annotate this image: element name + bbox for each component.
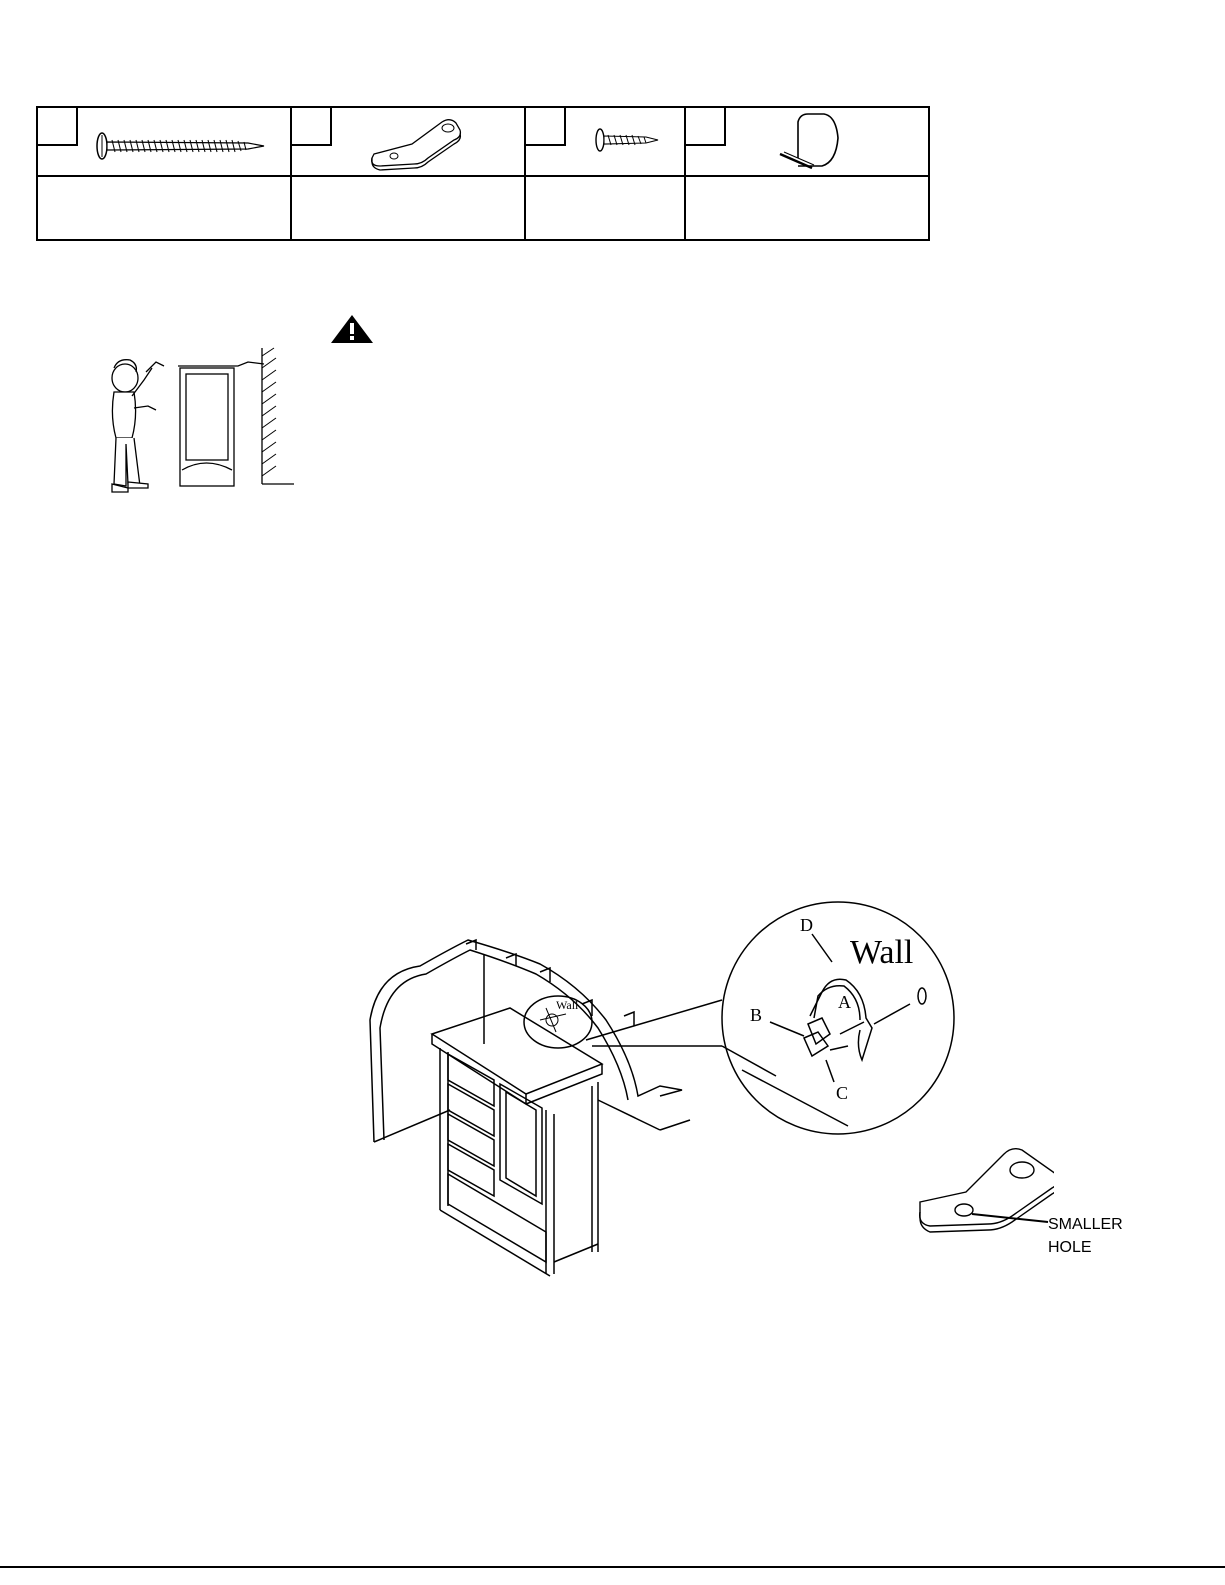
callout-a: A: [838, 992, 851, 1012]
callout-c: C: [836, 1083, 849, 1103]
hardware-letter: [526, 108, 566, 146]
hardware-letter: [292, 108, 332, 146]
callout-b: B: [750, 1005, 763, 1025]
long-screw-icon: [78, 108, 290, 175]
callout-d: D: [800, 915, 813, 935]
hardware-description: [38, 177, 290, 239]
child-climbing-warning-illustration: [98, 346, 298, 498]
hardware-cell-2: [292, 108, 526, 239]
smaller-hole-line2: HOLE: [1048, 1239, 1092, 1256]
smaller-hole-line1: SMALLER: [1048, 1216, 1123, 1233]
smaller-hole-note: [1048, 1213, 1123, 1259]
short-screw-icon: [566, 108, 684, 175]
hardware-description: [526, 177, 684, 239]
bottom-rule: [0, 1566, 1225, 1568]
hardware-cell-1: [38, 108, 292, 239]
hardware-description: [686, 177, 928, 239]
hardware-description: [292, 177, 524, 239]
hardware-cell-4: [686, 108, 928, 239]
wall-label-large: Wall: [850, 934, 914, 971]
tie-strap-icon: [726, 108, 926, 175]
hardware-cell-3: [526, 108, 686, 239]
warning-triangle-icon: [330, 314, 374, 344]
wall-label-small: Wall: [556, 998, 579, 1012]
bracket-detail-icon: [914, 1140, 1054, 1244]
l-bracket-icon: [332, 108, 524, 175]
hardware-letter: [686, 108, 726, 146]
hardware-table: [36, 106, 930, 241]
hardware-letter: [38, 108, 78, 146]
